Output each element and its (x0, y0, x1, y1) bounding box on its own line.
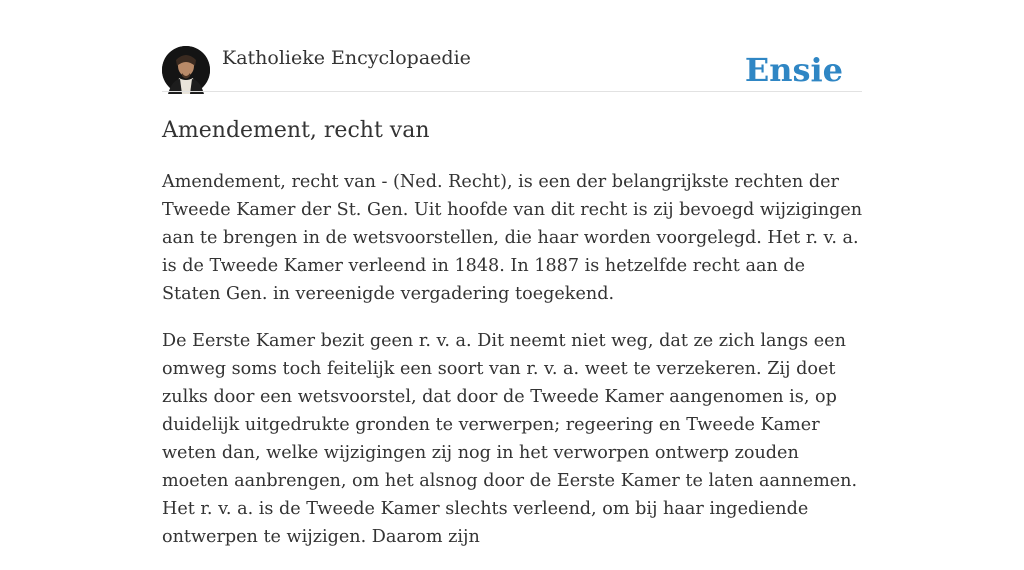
source-name[interactable]: Katholieke Encyclopaedie (222, 47, 471, 69)
page-title: Amendement, recht van (162, 118, 430, 143)
article-body (162, 168, 864, 570)
brand-logo[interactable]: Ensie (744, 51, 843, 89)
article-paragraph: De Eerste Kamer bezit geen r. v. a. Dit neemt niet weg, dat ze zich langs een omweg soms toch feitelijk een soort van r. v. a. weet te verzekeren. Zij doet zulks door een wetsvoorstel, dat door de Tweede Kamer aangenomen is, op duidelijk uitgedrukte gronden te verwerpen; regeering en Tweede Kamer weten dan, welke wijzigingen zij nog in het verworpen ontwerp zouden moeten aanbrengen, om het alsnog door de Eerste Kamer te laten aannemen. Het r. v. a. is de Tweede Kamer slechts verleend, om bij haar ingediende ontwerpen te wijzigen. Daarom zijn (162, 331, 858, 547)
portrait-avatar-svg (162, 46, 210, 94)
portrait-avatar-icon[interactable] (162, 46, 210, 94)
article-paragraph: Amendement, recht van - (Ned. Recht), is een der belangrijkste rechten der Tweede Kamer der St. Gen. Uit hoofde van dit recht is zij bevoegd wijzigingen aan te brengen in de wetsvoorstellen, die haar worden voorgelegd. Het r. v. a. is de Tweede Kamer verleend in 1848. In 1887 is hetzelfde recht aan de Staten Gen. in vereenigde vergadering toegekend. (162, 172, 863, 304)
header-divider (162, 91, 862, 92)
